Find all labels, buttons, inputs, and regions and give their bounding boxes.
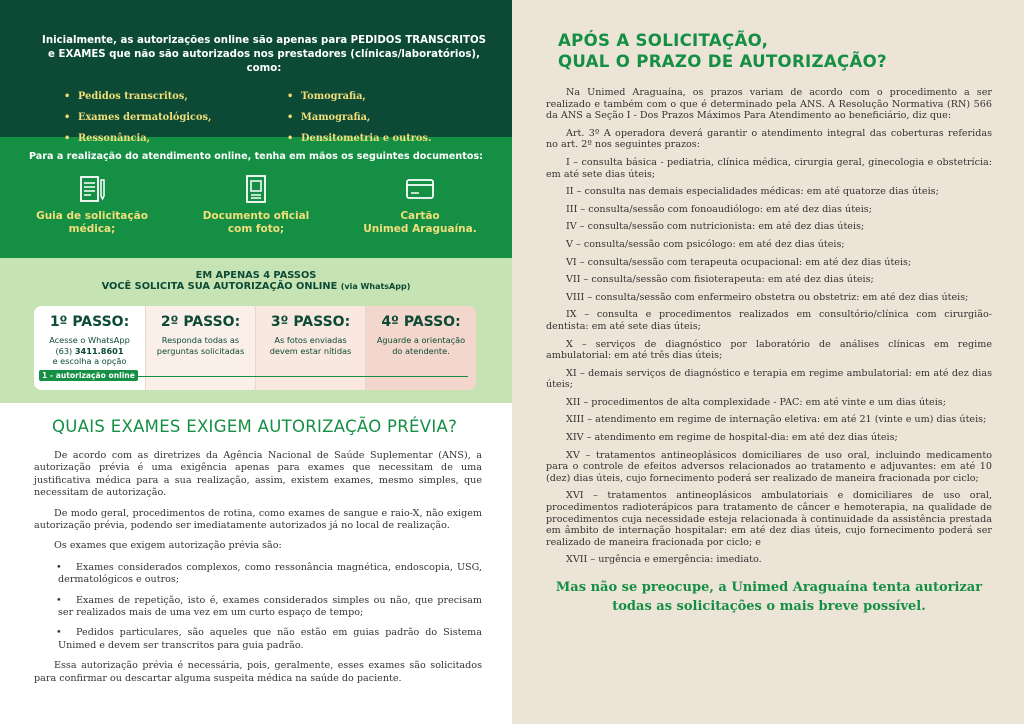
documents-row [10,174,502,236]
documents-title: Para a realização do atendimento online, tenha em mãos os seguintes documentos: [29,151,483,162]
list-item: • Densitometria e outros. [287,128,490,149]
list-item: III – consulta/sessão com fonoaudiólogo: em até dez dias úteis; [566,203,872,215]
section-title [546,30,992,72]
step-description [34,335,145,367]
paragraph: Os exames que exigem autorização prévia são: [54,540,282,552]
document-label [345,210,495,236]
document-item-id [181,174,331,236]
closing-line: todas as solicitações o mais breve possível. [612,599,926,614]
step-3 [256,306,366,390]
document-item-card [345,174,495,236]
step-title: 4º PASSO: [381,314,461,330]
paragraph: De modo geral, procedimentos de rotina, como exames de sangue e raio-X, não exigem autorização prévia, podendo ser imediatamente autorizados já no local de realização. [34,507,482,532]
intro-section [0,0,512,144]
section-title-line: APÓS A SOLICITAÇÃO, [558,31,769,50]
list-item: XIV – atendimento em regime de hospital-dia: em até dez dias úteis; [566,432,898,444]
list-item: • Ressonância, [64,128,267,149]
step-description-line: Responda todas as [161,335,240,345]
closing-line: Mas não se preocupe, a Unimed Araguaína tenta autorizar [555,580,983,595]
exam-column-1 [64,86,267,149]
list-item: VII – consulta/sessão com fisioterapeuta: em até dez dias úteis; [566,274,874,286]
list-item: XI – demais serviços de diagnóstico e terapia em regime ambulatorial: em até dez dias úteis; [546,367,992,391]
list-item: XV – tratamentos antineoplásicos domiciliares de uso oral, incluindo medicamento para o controle de efeitos adversos relacionados ao tratamento e adjuvantes: em até 10 (dez) dias úteis, cujo fornecimento poderá ser realizado de maneira fracionada por ciclo; [546,449,992,484]
steps-title: EM APENAS 4 PASSOS [195,270,317,281]
list-item: XVII – urgência e emergência: imediato. [566,554,762,566]
step-phone [40,346,139,357]
document-label [181,210,331,236]
deadlines-list [546,87,992,566]
steps-subtitle-suffix: (via WhatsApp) [340,282,411,291]
document-label-line: Cartão [400,210,440,222]
intro-text: Inicialmente, as autorizações online são apenas para PEDIDOS TRANSCRITOS e EXAMES que não são autorizados nos prestadores (clínicas/laboratórios), como: [42,35,486,74]
step-description [256,335,365,356]
steps-subtitle-text: VOCÊ SOLICITA SUA AUTORIZAÇÃO ONLINE [101,281,338,292]
paragraph: De acordo com as diretrizes da Agência Nacional de Saúde Suplementar (ANS), a autorização prévia é uma exigência apenas para exames que necessitam de uma justificativa médica para a sua realização, assim, existem exames, mesmo simples, que necessitam de autorização. [34,450,482,499]
list-item: VIII – consulta/sessão com enfermeiro obstetra ou obstetriz: em até dez dias úteis; [566,291,969,303]
step-description-line: Aguarde a orientação [376,335,466,345]
step-description-line: perguntas solicitadas [156,345,245,356]
list-item: • Pedidos particulares, são aqueles que não estão em guias padrão do Sistema Unimed e devem ser transcritos para guia padrão. [34,627,482,652]
phone-area-code: (63) [55,345,75,356]
right-panel [512,0,1024,724]
section-title-line: QUAL O PRAZO DE AUTORIZAÇÃO? [558,52,887,71]
paragraph: Essa autorização prévia é necessária, pois, geralmente, esses exames são solicitados para confirmar ou descartar alguma suspeita médica na saúde do paciente. [34,660,482,684]
document-label-line: com foto; [227,223,285,235]
step-description [366,335,476,356]
step-description-line: devem estar nítidas [269,345,352,356]
document-label [17,210,167,236]
list-item: XVI – tratamentos antineoplásicos ambulatoriais e domiciliares de uso oral, procedimentos radioterápicos para tratamento de câncer e hemoterapia, na qualidade de procedimentos cuja necessidade esteja relacionada à continuidade da assistência prestada em âmbito de internação hospitalar: em até dez dias úteis, cujo fornecimento poderá ser realizado de maneira fracionada por ciclo; e [546,490,992,548]
list-item: • Exames de repetição, isto é, exames considerados simples ou não, que precisam ser realizados mais de uma vez em um curto espaço de tempo; [34,595,482,620]
step-title: 2º PASSO: [160,314,241,330]
step-2 [146,306,256,390]
list-item: X – serviços de diagnóstico por laboratório de análises clínicas em regime ambulatorial: em até três dias úteis; [546,338,992,362]
list-item: VI – consulta/sessão com terapeuta ocupacional: em até dez dias úteis; [566,256,912,268]
id-document-icon [241,174,271,204]
steps-subtitle [0,281,512,292]
step-description-line: As fotos enviadas [274,335,347,345]
list-item: I – consulta básica - pediatria, clínica médica, cirurgia geral, ginecologia e obstetrícia: em até sete dias úteis; [546,156,992,180]
list-item: II – consulta nas demais especialidades médicas: em até quatorze dias úteis; [566,186,939,198]
step-description-line: Acesse o WhatsApp [49,335,130,345]
online-authorization-tag: 1 - autorização online [39,370,138,381]
document-label-line: Unimed Araguaína. [363,223,477,235]
step-4 [366,306,476,390]
list-item: V – consulta/sessão com psicólogo: em até dez dias úteis; [566,238,845,250]
document-label-line: Documento oficial [202,210,310,222]
list-item: • Exames dermatológicos, [64,107,267,128]
list-item: XII – procedimentos de alta complexidade - PAC: em até vinte e um dias úteis; [566,396,946,408]
section-title: QUAIS EXAMES EXIGEM AUTORIZAÇÃO PRÉVIA? [52,417,458,436]
list-item: IX – consulta e procedimentos realizados em consultório/clínica com cirurgião-dentista: em até sete dias úteis; [546,309,992,332]
list-item: • Exames considerados complexos, como ressonância magnética, endoscopia, USG, dermatológicos e outros; [34,562,482,587]
card-icon [405,174,435,204]
documents-section [0,137,512,258]
paragraph: Art. 3º A operadora deverá garantir o atendimento integral das coberturas referidas no art. 2º nos seguintes prazos: [546,127,992,151]
exam-column-2 [287,86,490,149]
step-description-line: do atendente. [392,345,450,356]
form-document-icon [77,174,107,204]
exam-list [38,86,490,149]
step-title: 1º PASSO: [49,314,130,330]
list-item: XIII – atendimento em regime de internação eletiva: em até 21 (vinte e um) dias úteis; [566,414,987,426]
step-description-line: e escolha a opção [52,356,127,366]
paragraph: Na Unimed Araguaína, os prazos variam de acordo com o procedimento a ser realizado e também com o que é determinado pela ANS. A Resolução Normativa (RN) 566 da ANS a Seção I - Dos Prazos Máximos Para Atendimento ao beneficiário, diz que: [546,87,992,122]
document-label-line: médica; [68,223,116,235]
phone-number: 3411.8601 [74,345,124,356]
document-item-guia [17,174,167,236]
exams-section [0,403,512,685]
document-label-line: Guia de solicitação [36,210,148,222]
step-description [146,335,255,356]
list-item: • Tomografia, [287,86,490,107]
list-item: IV – consulta/sessão com nutricionista: em até dez dias úteis; [566,221,865,233]
list-item: • Mamografia, [287,107,490,128]
step-title: 3º PASSO: [270,314,351,330]
closing-message [546,578,992,616]
list-item: • Pedidos transcritos, [64,86,267,107]
